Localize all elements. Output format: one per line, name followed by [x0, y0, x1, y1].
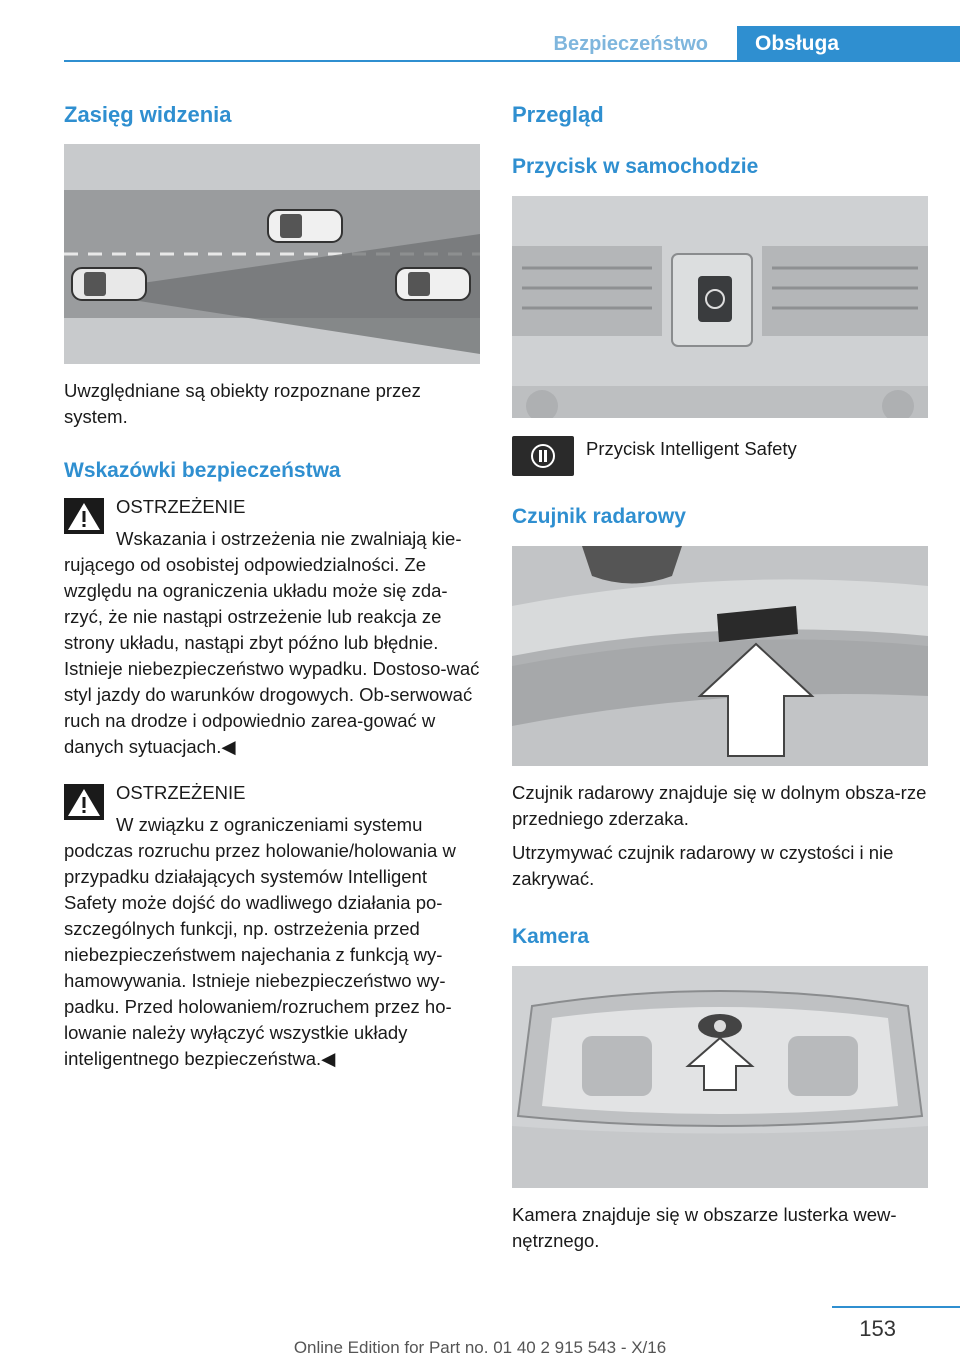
warning-block-2	[64, 780, 480, 1072]
warning-triangle-icon	[64, 784, 104, 820]
warning2-body: podczas rozruchu przez holowanie/holowania w przypadku działających systemów Intelligent Safety może dojść do wadliwego działania po-szczególnych funkcji, np. ostrzeżenia przed niebezpieczeństwem najechania z funkcją wy-hamowywania. Istnieje niebezpieczeństwo wy-padku. Przed holowaniem/rozruchem przez ho-lowanie należy wyłączyć wszystkie układy inteligentnego bezpieczeństwa.◀	[64, 840, 456, 1069]
heading-camera: Kamera	[512, 925, 590, 948]
range-caption: Uwzględniane są obiekty rozpoznane przez system.	[64, 380, 421, 427]
button-legend-label: Przycisk Intelligent Safety	[586, 438, 797, 459]
range-illustration	[64, 144, 480, 364]
header-rule	[64, 60, 960, 62]
heading-range: Zasięg widzenia	[64, 102, 232, 127]
warning2-first-line: W związku z ograniczeniami systemu	[116, 814, 423, 835]
left-column	[64, 100, 480, 1072]
footer-rule	[832, 1306, 960, 1308]
right-column	[512, 100, 928, 1254]
warning-block-1	[64, 494, 480, 760]
radar-photo-svg	[512, 546, 928, 766]
heading-radar: Czujnik radarowy	[512, 505, 686, 528]
camera-photo	[512, 966, 928, 1188]
warning1-title: OSTRZEŻENIE	[116, 496, 246, 517]
warning2-title: OSTRZEŻENIE	[116, 782, 246, 803]
warning1-first-line: Wskazania i ostrzeżenia nie zwalniają kie-	[116, 528, 462, 549]
camera-photo-svg	[512, 966, 928, 1188]
range-diagram-svg	[64, 144, 480, 364]
camera-text: Kamera znajduje się w obszarze lusterka wew-nętrznego.	[512, 1204, 897, 1251]
heading-safety: Wskazówki bezpieczeństwa	[64, 459, 341, 482]
button-photo-svg	[512, 196, 928, 418]
intelligent-safety-icon	[512, 436, 574, 476]
radar-text-2: Utrzymywać czujnik radarowy w czystości i nie zakrywać.	[512, 842, 894, 889]
radar-photo	[512, 546, 928, 766]
heading-button: Przycisk w samochodzie	[512, 155, 759, 178]
header-chapter-tab: Obsługa	[737, 26, 960, 62]
page-number: 153	[859, 1316, 896, 1341]
button-photo	[512, 196, 928, 418]
radar-text-1: Czujnik radarowy znajduje się w dolnym obsza-rze przedniego zderzaka.	[512, 782, 927, 829]
warning-triangle-icon	[64, 498, 104, 534]
edition-footer: Online Edition for Part no. 01 40 2 915 543 - X/16	[293, 1338, 667, 1357]
header-section-label: Bezpieczeństwo	[553, 33, 708, 55]
heading-overview: Przegląd	[512, 102, 604, 127]
button-legend	[512, 436, 928, 476]
warning1-body: rującego od osobistej odpowiedzialności. Ze względu na ograniczenia układu może się zda-rzyć, że nie nastąpi ostrzeżenie lub reakcja ze strony układu, nastąpi zbyt późno lub błędnie. Istnieje niebezpieczeństwo wypadku. Dostoso-wać styl jazdy do warunków drogowych. Ob-serwować ruch na drodze i odpowiednio zarea-gować w danych sytuacjach.◀	[64, 554, 480, 757]
